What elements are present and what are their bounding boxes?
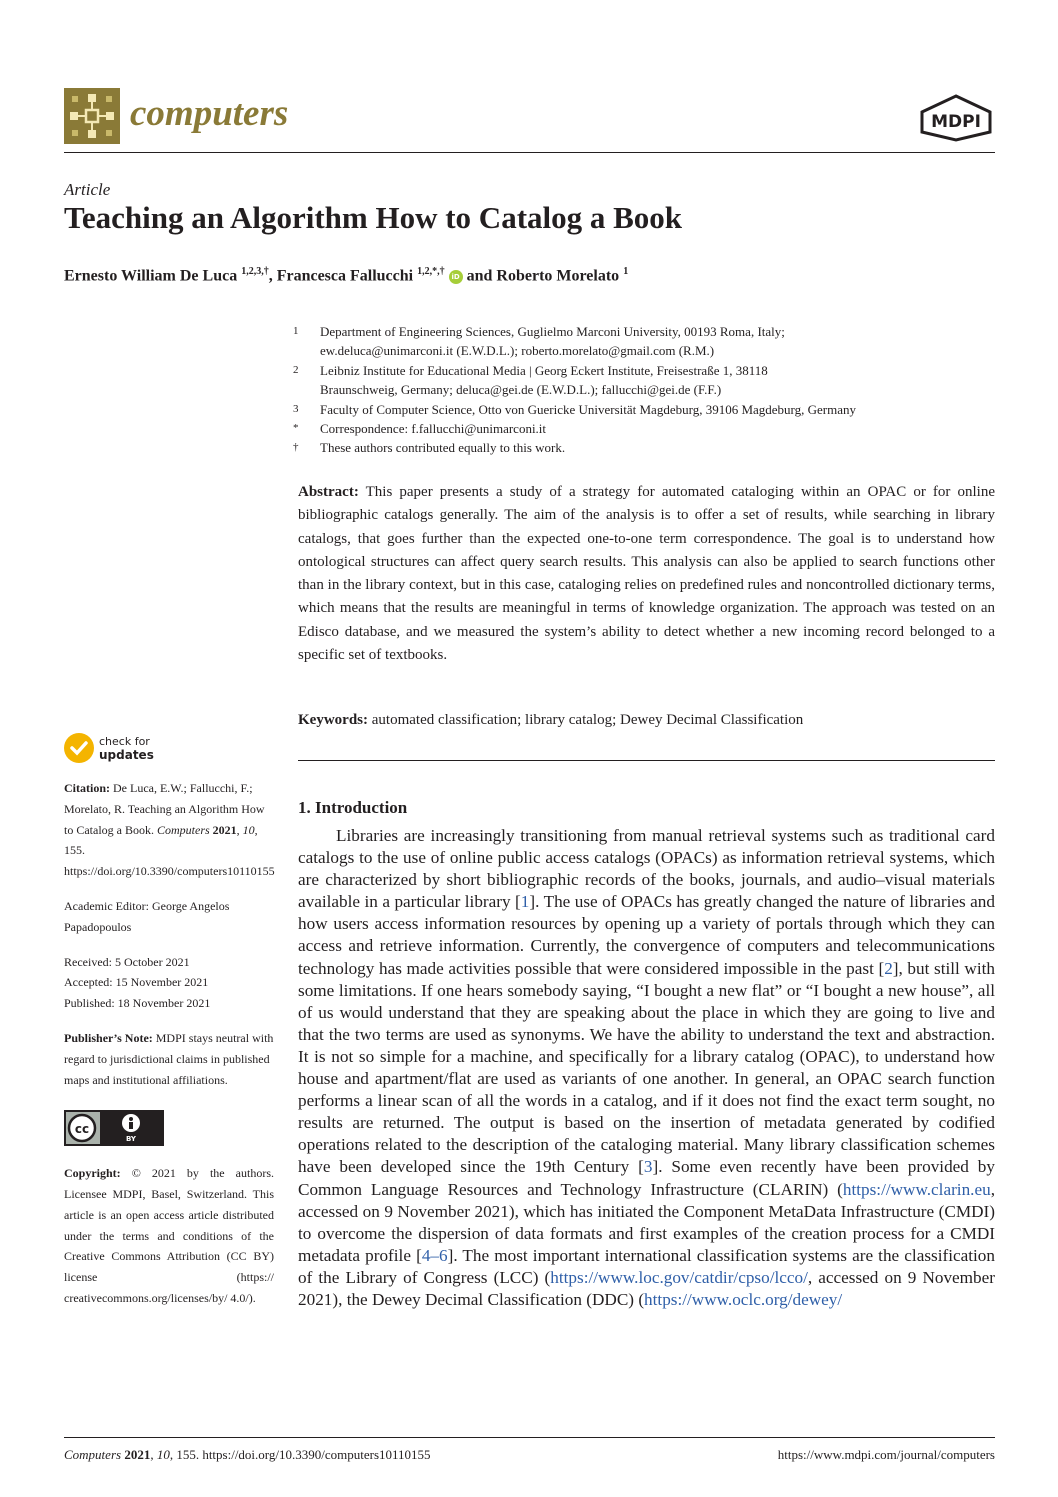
affiliation-line: Correspondence: f.fallucchi@unimarconi.it [320,421,547,437]
publication-dates [64,952,274,1014]
footer-journal: Computers [64,1447,122,1462]
author-separator: , [268,267,277,285]
header-divider [64,152,995,153]
abstract-text: This paper presents a study of a strategy for automated cataloging within an OPAC or for online bibliographic catalogs generally. The aim of the analysis is to offer a set of results, while searching in library catalogs, that goes further than the expected one-to-one term correspondence. The goal is to understand how ontological structures can affect query search results. This analysis can also be applied to search functions other than in the library context, but in this case, cataloging relies on predefined rules and noncontrolled dictionary terms, which means that the results are meaningful in terms of knowledge organization. The approach was tested on an Edisco database, and we measured the system’s ability to detect whether a new incoming record belonged to a specific set of textbooks. [298,484,995,664]
body-paragraph [298,825,995,1311]
url-link[interactable]: https://www.clarin.eu [842,1179,991,1199]
affiliation-item [293,361,1003,400]
section-divider [298,760,995,761]
academic-editor: Academic Editor: George Angelos Papadopoulos [64,898,230,934]
affiliation-mark: 2 [293,363,299,376]
check-for-updates-button[interactable] [64,733,174,767]
affiliation-mark: † [293,441,299,454]
publisher-note-label: Publisher’s Note: [64,1030,153,1045]
orcid-icon[interactable]: iD [449,270,463,284]
author-name: Ernesto William De Luca [64,267,238,285]
body-text-run: Libraries are increasingly transitioning from manual retrieval systems such as traditional card catalogs to the use of online public access catalogs (OPACs) as information retrieval systems, which are characterized by short bibliographic records of the books, journals, and audio–visual materials available in a particular library [ [298,826,995,912]
citation-year: 2021 [212,822,237,837]
footer-journal-url[interactable]: https://www.mdpi.com/journal/computers [777,1447,995,1462]
author-name: Francesca Fallucchi [276,267,414,285]
keywords-text: automated classification; library catalog; Dewey Decimal Classification [368,712,804,728]
copyright [64,1163,274,1309]
reference-link[interactable]: 3 [643,1157,653,1177]
mdpi-logo-icon [916,94,996,142]
journal-logo-icon [64,88,120,144]
reference-link[interactable]: 1 [520,892,530,912]
page-title: Teaching an Algorithm How to Catalog a Book [64,200,683,235]
publisher-note [64,1028,274,1090]
reference-link[interactable]: 2 [884,958,893,978]
affiliation-line: ew.deluca@unimarconi.it (E.W.D.L.); roberto.morelato@gmail.com (R.M.) [320,343,715,359]
publisher-note-text: MDPI stays neutral with regard to jurisdictional claims in published maps and institutional affiliations. [64,1030,274,1087]
footer-doi: , 155. https://doi.org/10.3390/computers10110155 [169,1447,431,1462]
affiliation-line: Faculty of Computer Science, Otto von Guericke Universität Magdeburg, 39106 Magdeburg, Germany [320,401,857,417]
body-text-run: , accessed on 9 November 2021), the Dewey Decimal Classification (DDC) ( [298,1267,995,1309]
published-date: Published: 18 November 2021 [64,996,211,1011]
affiliation-text [320,322,1003,361]
accepted-date: Accepted: 15 November 2021 [64,975,209,990]
svg-text:cc: cc [74,1122,90,1137]
url-link[interactable]: https://www.oclc.org/dewey/ [644,1289,843,1309]
citation-text: De Luca, E.W.; Fallucchi, F.; Morelato, R. Teaching an Algorithm How to Catalog a Book. [64,781,265,837]
author-affiliation-marks: 1,2,3,† [241,266,269,277]
keywords [298,709,995,732]
affiliation-line: Braunschweig, Germany; deluca@gei.de (E.W.D.L.); fallucchi@gei.de (F.F.) [320,382,722,398]
copyright-label: Copyright: [64,1166,121,1181]
footer-divider [64,1437,995,1438]
citation-label: Citation: [64,781,110,795]
affiliation-mark: * [293,422,299,435]
cc-by-license-icon[interactable] [64,1110,164,1146]
affiliation-mark: 3 [293,402,299,415]
affiliation-line: Leibniz Institute for Educational Media | Georg Eckert Institute, Freisestraße 1, 38118 [320,362,768,378]
body-text-run: ]. The most important international classification systems are the classification of the Library of Congress (LCC) ( [298,1245,995,1287]
body-text-run: ]. Some even recently have been provided by Common Language Resources and Technology Infrastructure (CLARIN) ( [298,1157,995,1199]
affiliation-line: These authors contributed equally to this work. [320,440,566,456]
check-mark-icon [64,733,94,763]
affiliation-mark: 1 [293,325,299,337]
author-affiliation-marks: 1,2,*,† [417,266,445,277]
footer-separator: , [150,1447,157,1462]
keywords-label: Keywords: [298,712,368,728]
section-heading: 1. Introduction [298,798,408,817]
citation-doi: , 155. https://doi.org/10.3390/computers10110155 [64,822,275,879]
footer-citation [64,1447,431,1463]
updates-label: updates [99,748,154,762]
abstract-label: Abstract: [298,484,359,500]
journal-name: computers [130,93,289,134]
check-for-label: check for [99,735,150,748]
author-list [64,266,628,285]
affiliation-line: Department of Engineering Sciences, Guglielmo Marconi University, 00193 Roma, Italy; [320,324,785,339]
citation-separator: , [236,822,243,837]
copyright-text: © 2021 by the authors. Licensee MDPI, Basel, Switzerland. This article is an open access article distributed under the terms and conditions of the Creative Commons Attribution (CC BY) license (https:// creativecommons.org/licenses/by/ 4.0/). [64,1166,274,1305]
cc-by-label: BY [125,1135,137,1144]
citation-journal: Computers [157,822,210,837]
affiliation-list [293,322,1003,458]
author-separator: and [462,267,497,285]
affiliation-item [293,400,1003,419]
author-affiliation-marks: 1 [623,266,629,277]
affiliation-item [293,438,1003,457]
abstract [298,481,995,667]
mdpi-logo-text: MDPI [931,112,981,132]
citation-volume: 10 [242,822,255,837]
received-date: Received: 5 October 2021 [64,954,190,969]
body-text-run: ], but still with some limitations. If one hears somebody saying, “I bought a new flat” or “I bought a new house”, all of us would understand that they are speaking about the place in which they are going to live and that the two terms are used as synonyms. We have the ability to understand the text and abstraction. It is not so simple for a machine, and specifically for a library catalog (OPAC), to understand how house and apartment/flat are used as variants of one another. In general, an OPAC search function performs a linear scan of all the words in a catalog, and if it does not find the exact term sought, no results are returned. The output is based on the insertion of metadata generated by codified operations related to the description of the cataloging material. Many library classification schemes have been developed since the 19th Century [ [298,958,995,1177]
footer-year: 2021 [124,1447,151,1462]
body-text-run: , accessed on 9 November 2021), which has initiated the Component MetaData Infrastructure (CMDI) to overcome the dispersion of data formats and first examples of the creation process for a CMDI metadata profile [ [298,1179,995,1265]
body-text-run: ]. The use of OPACs has greatly changed the nature of libraries and how users access information resources by opening up a variety of portals through which they can access and retrieve information. Currently, the convergence of computers and telecommunications technology has made activities possible that were considered impossible in the past [ [298,892,995,978]
citation [64,778,274,882]
author-name: Roberto Morelato [496,267,620,285]
url-link[interactable]: https://www.loc.gov/catdir/cpso/lcco/ [550,1267,808,1287]
affiliation-item [293,419,1003,438]
affiliation-item [293,322,1003,361]
sidebar [64,778,274,1323]
article-type: Article [64,180,111,199]
reference-link[interactable]: 4–6 [421,1245,448,1265]
affiliation-text [320,361,1003,400]
footer-volume: 10 [156,1447,170,1462]
